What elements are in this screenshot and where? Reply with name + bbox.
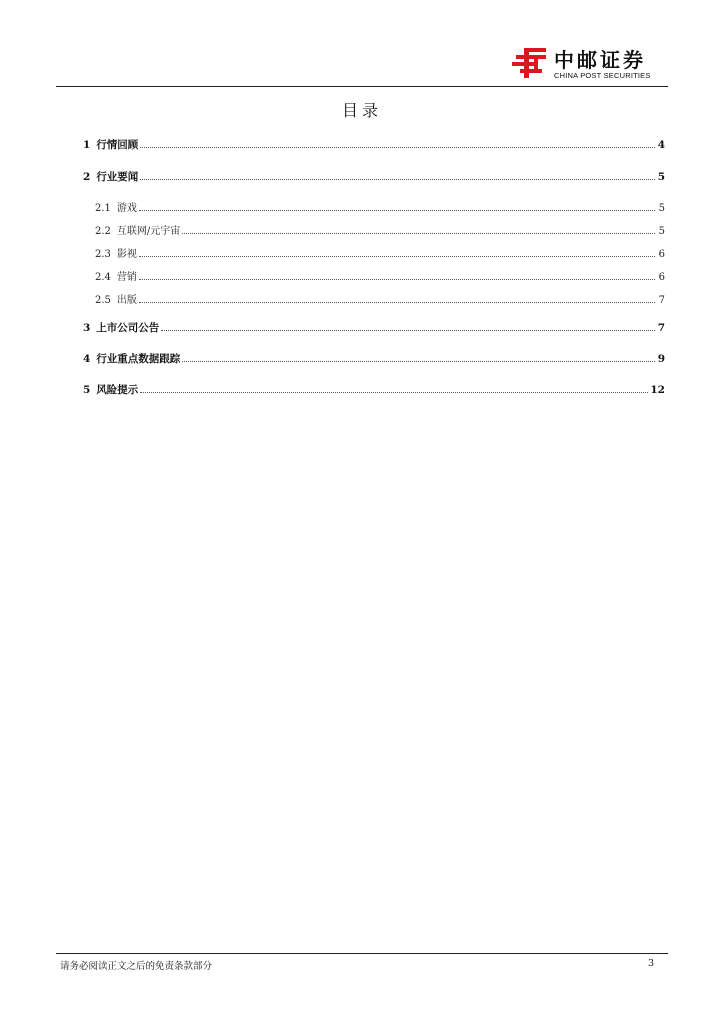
- toc-entry-page: 12: [650, 384, 665, 396]
- footer-disclaimer: 请务必阅读正文之后的免责条款部分: [60, 961, 213, 972]
- dot-leader: [140, 170, 655, 180]
- toc-entry[interactable]: [83, 199, 665, 215]
- toc-entry-label: 上市公司公告: [96, 322, 160, 334]
- logo-chinese-name: 中邮证券: [554, 48, 646, 72]
- china-post-emblem-icon: [510, 46, 548, 80]
- toc-entry[interactable]: [83, 245, 665, 261]
- toc-entry-page: 7: [658, 295, 665, 306]
- toc-entry-number: 1: [83, 139, 91, 151]
- toc-entry-label: 游戏: [116, 203, 137, 214]
- toc-entry[interactable]: [83, 222, 665, 238]
- toc-entry-page: 7: [657, 322, 665, 334]
- toc-entry-page: 5: [658, 226, 665, 237]
- toc-entry-page: 5: [658, 203, 665, 214]
- logo-english-name: CHINA POST SECURITIES: [554, 71, 651, 80]
- toc-entry-page: 6: [658, 249, 665, 260]
- dot-leader: [139, 270, 655, 280]
- toc-entry[interactable]: [83, 137, 665, 153]
- toc-entry-number: 2.2: [95, 226, 111, 237]
- toc-entry-number: 2.5: [95, 295, 111, 306]
- toc-entry[interactable]: [83, 382, 665, 398]
- dot-leader: [139, 293, 655, 303]
- company-logo: [510, 44, 666, 82]
- toc-entry-number: 2.4: [95, 272, 111, 283]
- dot-leader: [139, 247, 655, 257]
- toc-entry-label: 影视: [116, 249, 137, 260]
- toc-entry-page: 9: [657, 353, 665, 365]
- dot-leader: [139, 201, 655, 211]
- dot-leader: [140, 138, 655, 148]
- toc-entry-page: 4: [657, 139, 665, 151]
- toc-entry-label: 出版: [116, 295, 137, 306]
- dot-leader: [161, 321, 655, 331]
- toc-entry[interactable]: [83, 268, 665, 284]
- toc-entry-label: 行情回顾: [96, 139, 139, 151]
- toc-entry[interactable]: [83, 169, 665, 185]
- toc-entry-label: 风险提示: [96, 384, 139, 396]
- toc-entry-label: 营销: [116, 272, 137, 283]
- toc-entry-label: 互联网/元宇宙: [116, 226, 181, 237]
- toc-entry-label: 行业重点数据跟踪: [96, 353, 181, 365]
- toc-title: 目录: [341, 101, 382, 120]
- toc-entry-number: 2: [83, 171, 91, 183]
- toc-entry-page: 5: [657, 171, 665, 183]
- toc-entry-page: 6: [658, 272, 665, 283]
- toc-entry[interactable]: [83, 320, 665, 336]
- toc-entry[interactable]: [83, 351, 665, 367]
- toc-entry-number: 2.3: [95, 249, 111, 260]
- toc-entry-label: 行业要闻: [96, 171, 139, 183]
- dot-leader: [140, 383, 648, 393]
- dot-leader: [182, 352, 655, 362]
- toc-entry[interactable]: [83, 291, 665, 307]
- toc-entry-number: 4: [83, 353, 91, 365]
- page-footer: [56, 953, 668, 972]
- footer-page-number: 3: [647, 958, 654, 969]
- dot-leader: [182, 224, 655, 234]
- toc-entry-number: 5: [83, 384, 91, 396]
- toc-entry-number: 3: [83, 322, 91, 334]
- page-header: [56, 40, 668, 87]
- toc-entry-number: 2.1: [95, 203, 111, 214]
